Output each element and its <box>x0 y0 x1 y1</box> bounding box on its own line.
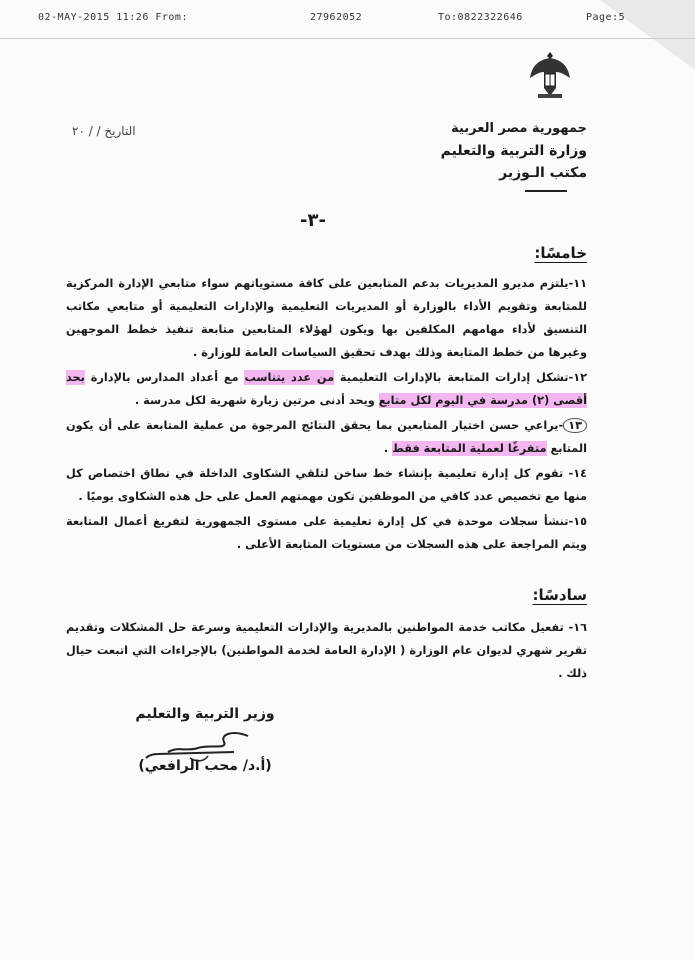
section-title-fifth: خامسًا: <box>534 244 587 262</box>
list-item <box>66 414 587 460</box>
highlighted-text: من عدد يتناسب <box>244 371 335 384</box>
list-item <box>66 366 587 412</box>
item-text: -يراعي حسن اختيار المتابعين بما يحقق النتائج المرجوة من عملية المتابعة على أن يكون المتابع <box>66 419 587 455</box>
fax-datetime: 02-MAY-2015 11:26 From: <box>38 12 188 23</box>
ministry-name: وزارة التربية والتعليم <box>440 143 587 159</box>
country-name: جمهورية مصر العربية <box>451 121 587 136</box>
letterhead-rule <box>525 190 567 192</box>
list-item: ١٥-تنشأ سجلات موحدة في كل إدارة تعليمية على مستوى الجمهورية لتفريغ أعمال المتابعة ويتم المراجعة على هذه السجلات من مستويات المتابعة الأعلى . <box>66 515 587 551</box>
highlighted-text: متفرغًا لعملية المتابعة فقط <box>392 442 547 455</box>
item-text: ويحد أدنى مرتين زيارة شهرية لكل مدرسة . <box>134 394 379 407</box>
list-item: ١١-يلتزم مديرو المديريات بدعم المتابعين على كافة مستوياتهم سواء متابعي الإدارة المركزية للمتابعة وتقويم الأداء بالوزارة أو المديريات التعليمية والإدارات التعليمية أو متابعي مكاتب التنسيق لأداء مهامهم المكلفين بها ويكون لهؤلاء المتابعين متابعة تنفيذ خطط الموجهين وغيرها من خطط المتابعة وذلك بهدف تحقيق السياسات العامة للوزارة . <box>66 277 587 359</box>
signatory-name: (أ.د/ محب الرافعي) <box>138 758 272 774</box>
fax-page: Page:5 <box>586 12 626 23</box>
highlighted-text: بحد أقصى (٢) مدرسة في اليوم لكل متابع <box>66 371 587 407</box>
page-number: -٣- <box>300 210 326 231</box>
circled-item-number: ١٣ <box>563 418 587 433</box>
office-name: مكتب الـوزير <box>499 165 587 181</box>
fax-divider <box>0 38 695 39</box>
fax-from-number: 27962052 <box>310 12 363 23</box>
fax-to: To:0822322646 <box>438 12 523 23</box>
section-sixth-items <box>66 616 587 685</box>
signatory-title: وزير التربية والتعليم <box>135 706 275 722</box>
folded-corner <box>600 0 695 70</box>
eagle-emblem-icon <box>528 48 572 100</box>
list-item: ١٦- تفعيل مكاتب خدمة المواطنين بالمديرية والإدارات التعليمية وسرعة حل المشكلات وتقديم تقرير شهري لديوان عام الوزارة ( الإدارة العامة لخدمة المواطنين) بالإجراءات التي اتبعت حيال ذلك . <box>66 621 587 680</box>
item-text: . <box>383 442 393 455</box>
date-line: التاريخ / / ٢٠ <box>72 124 136 138</box>
ministry-letterhead <box>441 118 587 192</box>
handwritten-signature <box>138 726 258 766</box>
item-text: مع أعداد المدارس بالإدارة <box>84 371 245 384</box>
list-item: ١٤- تقوم كل إدارة تعليمية بإنشاء خط ساخن لتلقي الشكاوى الداخلة في نطاق اختصاص كل منها مع تخصيص عدد كافي من الموظفين تكون مهمتهم العمل على حل هذه الشكاوى يوميًا . <box>66 467 587 503</box>
section-fifth-items <box>66 272 587 556</box>
item-text: ١٢-تشكل إدارات المتابعة بالإدارات التعليمية <box>334 371 587 384</box>
section-title-sixth: سادسًا: <box>532 586 587 604</box>
